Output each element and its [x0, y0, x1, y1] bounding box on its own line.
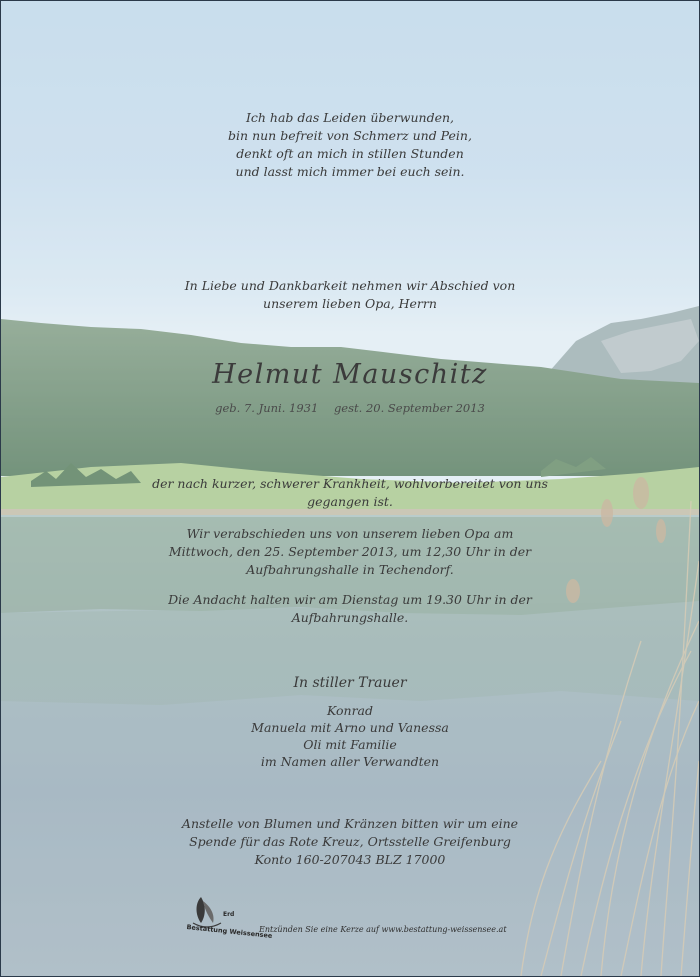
donation-line: Spende für das Rote Kreuz, Ortsstelle Greifenburg — [189, 834, 511, 849]
illness-line: der nach kurzer, schwerer Krankheit, wohlvorbereitet von uns — [152, 476, 548, 491]
poem-line: denkt oft an mich in stillen Stunden — [236, 146, 464, 161]
illness-line: gegangen ist. — [307, 494, 393, 509]
donation-line: Konto 160-207043 BLZ 17000 — [254, 852, 446, 867]
poem-line: und lasst mich immer bei euch sein. — [235, 164, 465, 179]
deceased-name: Helmut Mauschitz — [212, 359, 488, 390]
obituary-content — [1, 1, 699, 976]
poem-line: Ich hab das Leiden überwunden, — [245, 110, 455, 125]
poem — [1, 109, 699, 181]
mourning-title: In stiller Trauer — [293, 675, 407, 691]
mourners-list — [1, 702, 699, 770]
devotion-line: Aufbahrungshalle. — [291, 610, 409, 625]
donation-note — [1, 815, 699, 869]
funeral-line: Aufbahrungshalle in Techendorf. — [246, 562, 454, 577]
donation-line: Anstelle von Blumen und Kränzen bitten wir um eine — [181, 816, 519, 831]
mourner-name: Oli mit Familie — [303, 737, 397, 752]
logo-text: Erd — [223, 911, 235, 918]
farewell-intro — [1, 277, 699, 313]
poem-line: bin nun befreit von Schmerz und Pein, — [228, 128, 472, 143]
birth-date: geb. 7. Juni. 1931 — [215, 401, 319, 415]
candle-link[interactable]: Entzünden Sie eine Kerze auf www.bestattung-weissensee.at — [259, 925, 507, 934]
funeral-line: Mittwoch, den 25. September 2013, um 12,30 Uhr in der — [168, 544, 532, 559]
logo-subtitle: Bestattung Weissensee — [186, 923, 273, 940]
funeral-info — [1, 525, 699, 579]
illness-note — [1, 475, 699, 511]
intro-line: unserem lieben Opa, Herrn — [263, 296, 437, 311]
life-dates — [1, 401, 699, 415]
death-date: gest. 20. September 2013 — [333, 401, 485, 415]
devotion-info — [1, 591, 699, 627]
funeral-line: Wir verabschieden uns von unserem lieben Opa am — [186, 526, 514, 541]
mourner-name: im Namen aller Verwandten — [260, 754, 440, 769]
footer — [186, 893, 587, 940]
devotion-line: Die Andacht halten wir am Dienstag um 19.30 Uhr in der — [168, 592, 532, 607]
mourner-name: Manuela mit Arno und Vanessa — [251, 720, 449, 735]
intro-line: In Liebe und Dankbarkeit nehmen wir Abschied von — [184, 278, 516, 293]
mourner-name: Konrad — [326, 703, 373, 718]
